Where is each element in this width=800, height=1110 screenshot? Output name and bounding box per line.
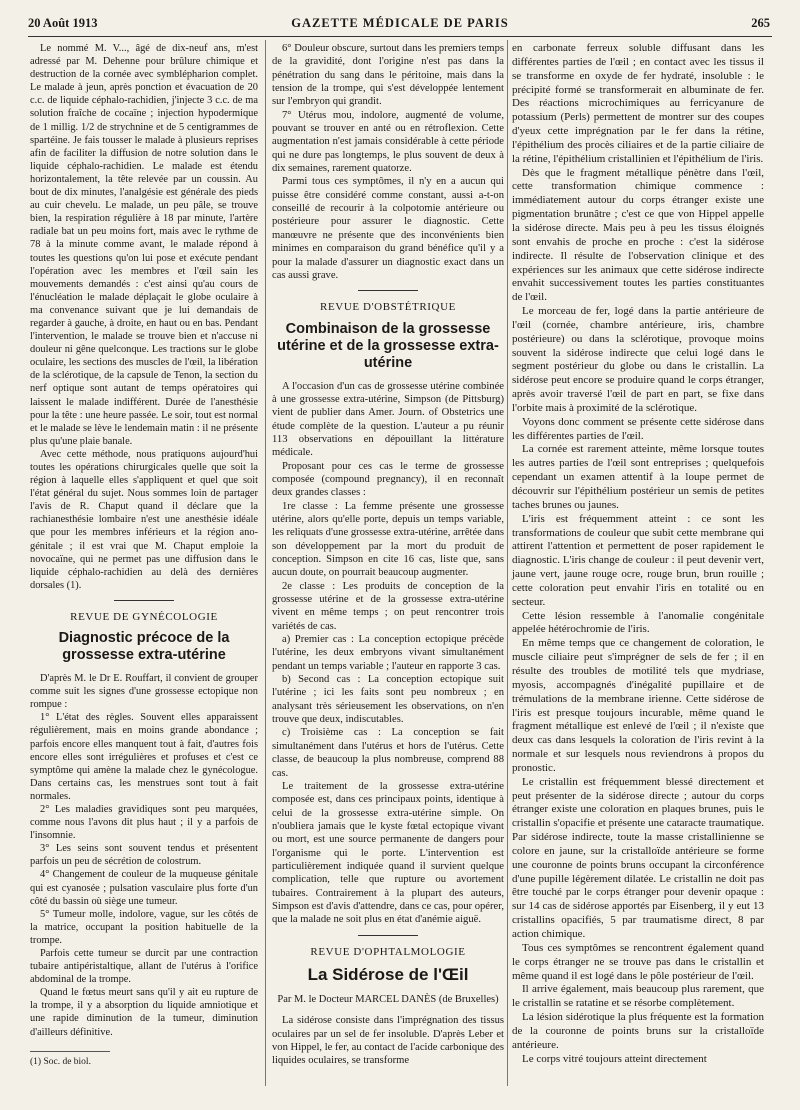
footnote: (1) Soc. de biol. [30, 1051, 110, 1069]
body-paragraph: 4° Changement de couleur de la muqueuse génitale qui est cyanosée ; pulsation vasculaire plus forte d'un côté du bassin où siège une tumeur. [30, 869, 258, 907]
body-paragraph: Quand le fœtus meurt sans qu'il y ait eu rupture de la trompe, il y a absorption du liquide amniotique et une rapide diminution de la tumeur, diminution d'ailleurs définitive. [30, 987, 258, 1038]
section-heading: REVUE D'OPHTALMOLOGIE [310, 945, 466, 958]
issue-date: 20 Août 1913 [28, 16, 98, 30]
body-paragraph: Le corps vitré toujours atteint directement [522, 1052, 707, 1065]
body-paragraph: Le traitement de la grossesse extra-utérine composée est, dans ces principaux points, identique à celui de la grossesse extra-utérine simple. On n'oubliera jamais que le kyste fœtal ectopique vivant ou mort, est une source permanente de dangers pour l'organisme qui le porte. L'intervention est particulièrement indiquée quand il survient quelque complication, telle que rupture ou avortement tubaires. Contrairement à la plupart des auteurs, Simpson est d'avis d'attendre, dans ce cas, pour opérer, que la malade ne soit plus en état d'anémie aiguë. [272, 780, 504, 926]
body-paragraph: Proposant pour ces cas le terme de grossesse composée (compound pregnancy), il en reconnaît deux grandes classes : [272, 460, 504, 499]
body-paragraph: La sidérose consiste dans l'imprégnation des tissus oculaires par un sel de fer insoluble. D'après Leber et von Hippel, le fer, au contact de l'acide carbonique des liquides oculaires, se transforme [272, 1015, 504, 1067]
body-paragraph: Dès que le fragment métallique pénètre dans l'œil, cette transformation chimique commence : immédiatement autour du corps étranger existe une pigmentation brunâtre ; c'est ce que von Hippel appelle la sidérose directe. Mais peu à peu les tissus éloignés sont envahis de proche en proche : c'est la sidérose indirecte. Il résulte de l'observation clinique et des expériences sur les animaux que cette sidérose indirecte envahit successivement toutes les parties constituantes de l'œil. [512, 166, 764, 304]
body-paragraph: Avec cette méthode, nous pratiquons aujourd'hui toutes les opérations chirurgicales quelle que soit la région à laquelle elles s'appliquent et quel que soit l'état général du sujet. Nous sommes loin de partager l'avis de R. Chaput quand il déclare que la rachianesthésie lombaire n'est une anesthésie idéale que pour les membres inférieurs et la région ano-génitale ; il est vrai que M. Chaput emploie la novocaïne, qui ne permet pas une diffusion dans le liquide céphalo-rachidien au delà des dernières dorsales (1). [30, 448, 258, 591]
body-paragraph: Le morceau de fer, logé dans la partie antérieure de l'œil (cornée, chambre antérieure, iris, chambre postérieure) ou dans la sclérotique, provoque moins souvent la sidérose indirecte que celui logé dans le segment postérieur du globe ou dans le cristallin. La sidérose peut encore se produire quand le corps étranger, après avoir traversé l'œil de part en part, se fixe dans l'orbite mais à proximité de la sclérotique. [512, 305, 764, 414]
body-paragraph: Tous ces symptômes se rencontrent également quand le corps étranger ne se trouve pas dans le cristallin et même quand il est logé dans le pôle postérieur de l'œil. [512, 941, 764, 982]
body-paragraph: Cette lésion ressemble à l'anomalie congénitale appelée hétérochromie de l'iris. [512, 609, 764, 636]
byline: Par M. le Docteur MARCEL DANÈS (de Bruxelles) [277, 993, 499, 1005]
body-paragraph: b) Second cas : La conception ectopique suit l'utérine ; ici les faits sont peu nombreux ; en analysant très sérieusement les observations, on n'en trouve que deux, indiscutables. [272, 674, 504, 726]
journal-title: GAZETTE MÉDICALE DE PARIS [291, 16, 509, 30]
body-paragraph: Voyons donc comment se présente cette sidérose dans les différentes parties de l'œil. [512, 415, 764, 442]
body-paragraph: D'après M. le Dr E. Rouffart, il convient de grouper comme suit les signes d'une grossesse ectopique non rompue : [30, 673, 258, 711]
page-header [28, 12, 772, 37]
page-number: 265 [751, 16, 770, 30]
column-divider [507, 40, 508, 1086]
body-paragraph: 1re classe : La femme présente une grossesse utérine, alors qu'elle porte, depuis un temps variable, les reliquats d'une grossesse extra-utérine, arrêtée dans son développement par la mort du produit de conception. Simpson en cite 16 cas, liste que, sans aucun doute, on pourrait beaucoup augmenter. [272, 500, 504, 579]
section-divider [358, 935, 418, 936]
section-divider [358, 290, 418, 291]
body-paragraph: La lésion sidérotique la plus fréquente est la formation de la couronne de points bruns sur la cristalloïde antérieure. [512, 1011, 764, 1051]
body-paragraph: Il arrive également, mais beaucoup plus rarement, que le cristallin se ratatine et se résorbe complètement. [512, 983, 764, 1010]
body-paragraph: En même temps que ce changement de coloration, le muscle ciliaire peut s'imprégner de sels de fer ; il en résulte des troubles de motilité tels que mydriase, myosis, accompagnés d'inégalité pupillaire et de trémulations de la membrane irienne. Cette sidérose de l'iris est presque toujours incurable, même quand le fragment métallique est enlevé de l'œil ; il n'existe que deux cas dans lesquels la coloration de l'iris revint à la normale et sur lesquels nous reviendrons à propos du pronostic. [512, 637, 764, 774]
column-3 [512, 42, 764, 1066]
body-paragraph: en carbonate ferreux soluble diffusant dans les différentes parties de l'œil ; en contact avec les tissus il se transforme en oxyde de fer hydraté, insoluble : le précipité formé se transformerait en albuminate de fer. Des réactions microchimiques au ferricyanure de potassium (Perls) permettent de montrer sur des coupes d'yeux cette imprégnation par le fer dans la rétine, l'épithélium des procès ciliaires et de la partie ciliaire de la rétine, l'épithélium cristallinien et l'épithélium de l'iris. [512, 42, 764, 165]
section-heading: REVUE D'OBSTÉTRIQUE [320, 301, 456, 314]
body-paragraph: 7° Utérus mou, indolore, augmenté de volume, pouvant se trouver en anté ou en rétroflexion. Cette augmentation n'est jamais considérable à cette période qui ne dure pas longtemps, le plus souvent de deux à dix semaines, rarement quatorze. [272, 109, 504, 175]
body-paragraph: Parfois cette tumeur se durcit par une contraction tubaire antipéristaltique, allant de l'utérus à l'orifice abdominal de la trompe. [30, 948, 258, 986]
body-paragraph: 6° Douleur obscure, surtout dans les premiers temps de la gravidité, dont l'origine n'est pas dans la pénétration du sang dans le péritoine, mais dans la tension de la trompe, qui s'est développée lentement sur l'embryon qui grandit. [272, 43, 504, 108]
section-heading: REVUE DE GYNÉCOLOGIE [70, 610, 218, 623]
body-paragraph: Parmi tous ces symptômes, il n'y en a aucun qui puisse être considéré comme constant, aussi a-t-on conseillé de recourir à la colpotomie antérieure ou postérieure pour assurer le diagnostic. Cette manœuvre ne présente que des inconvénients bien minimes en comparaison du grand bénéfice qu'il y a pour la malade d'assurer un diagnostic exact dans un cas aussi grave. [272, 176, 504, 281]
body-paragraph: 2e classe : Les produits de conception de la grossesse utérine et de la grossesse extra-utérine vivent en même temps ; on peut rencontrer trois variétés de cas. [272, 580, 504, 632]
body-paragraph: Le nommé M. V..., âgé de dix-neuf ans, m'est adressé par M. Dehenne pour brûlure chimique et destruction de la cornée avec symblépharion complet. Le malade à jeun, après ponction et évacuation de 20 c.c. de liquide céphalo-rachidien, j'injecte 3 c.c. de ma solution fraîche de cocaïne ; injection hypodermique de 1 millig. 1/2 de strychnine et de 5 centigrammes de spartéine. Je fais tousser le malade à plusieurs reprises afin de faciliter la diffusion de notre solution dans le liquide céphalo-rachidien. Le malade est étendu horizontalement, la tête relevée par un coussin. Au bout de dix minutes, l'analgésie est générale des pieds au cuir chevelu. Le malade, un peu pâle, se trouve bien, la respiration régulière à 18 par minute, l'artère radiale bat un peu moins fort, mais avec le rythme de 78 à la minute comme avant, le malade répond à toutes les questions qu'on lui pose et exécute pendant l'opération avec les membres et l'œil sain les mouvements demandés : c'est ainsi qu'au cours de l'énucléation le malade déplaçait le globe oculaire à ma convenance suivant que je lui demandais de regarder à gauche, à droite, en haut ou en bas. Pendant l'intervention, le malade se trouve bien et n'accuse ni douleur ni gêne quelconque. Les tractions sur le globe oculaire, les sections des muscles de l'œil, la libération de la sclérotique, de la capsule de Tenon, la section du nerf optique sont autant de temps opératoires qui laissent le malade indifférent. Durée de l'anesthésie pour la tête : une heure passée. Le soir, tout est normal et le malade se lève le lendemain matin : il ne présente plus qu'une plaie banale. [30, 43, 258, 447]
column-1 [30, 42, 258, 1069]
body-paragraph: a) Premier cas : La conception ectopique précède l'utérine, les deux embryons vivant simultanément pendant un temps variable ; l'auteur en rapporte 3 cas. [272, 634, 504, 672]
body-paragraph: Le cristallin est fréquemment blessé directement et peut présenter de la sidérose directe ; autour du corps étranger existe une coloration en plaques brunes, puis le cristallin s'opacifie et présente une cataracte traumatique. Par sidérose indirecte, toute la masse cristallinienne se colore en jaune, sur la cristalloïde antérieure se forme une couronne de points bruns occupant la circonférence d'une pupille légèrement dilatée. Le cristallin ne doit pas être touché par le corps étranger pour devenir opaque : sur 14 cas de sidérose apportés par Eisenberg, il y eut 13 cristallins opacifiés, 5 par traumatisme direct, 8 par action chimique. [512, 775, 764, 940]
body-paragraph: La cornée est rarement atteinte, même lorsque toutes les autres parties de l'œil sont entreprises ; quelquefois cependant un examen attentif à la loupe permet de découvrir sur l'épithélium postérieur un semis de petites taches brunes ou jaunes. [512, 443, 764, 511]
body-paragraph: 2° Les maladies gravidiques sont peu marquées, comme nous l'avons dit plus haut ; il y a parfois de l'insomnie. [30, 803, 258, 842]
section-divider [114, 600, 174, 601]
article-title: Combinaison de la grossesse utérine et de la grossesse extra-utérine [277, 320, 499, 371]
article-title: Diagnostic précoce de la grossesse extra-utérine [58, 630, 230, 664]
body-paragraph: 1° L'état des règles. Souvent elles apparaissent régulièrement, mais en moins grande abondance ; parfois encore elles manquent tout à fait, d'autres fois encore elles sont irrégulières et profuses et c'est ce symptôme qui amène la malade chez le gynécologue. Dans certains cas, les menstrues sont tout à fait normales. [30, 712, 258, 802]
body-paragraph: A l'occasion d'un cas de grossesse utérine combinée à une grossesse extra-utérine, Simpson (de Pittsburg) vient de publier dans Amer. Journ. of Obstetrics une étude complète de la question. L'auteur a pu réunir 113 observations en dépouillant la littérature médicale. [272, 380, 504, 459]
body-paragraph: L'iris est fréquemment atteint : ce sont les transformations de couleur que subit cette membrane qui attirent l'attention et permettent de poser rapidement le diagnostic. L'iris change de couleur : il peut devenir vert, jaune vert, jaune rouge ocre, rouge brun, brun rouille ; cette coloration peut envahir l'iris en totalité ou en secteur. [512, 512, 764, 608]
body-paragraph: 3° Les seins sont souvent tendus et présentent parfois un peu de sécrétion de colostrum. [30, 843, 258, 868]
article-title: La Sidérose de l'Œil [307, 964, 469, 984]
column-divider [265, 40, 266, 1086]
body-paragraph: c) Troisième cas : La conception se fait simultanément dans l'utérus et hors de l'utérus. Cette classe, de beaucoup la plus nombreuse, comprend 88 cas. [272, 727, 504, 779]
body-paragraph: 5° Tumeur molle, indolore, vague, sur les côtés de la matrice, occupant la position habituelle de la trompe. [30, 908, 258, 946]
column-2 [272, 42, 504, 1068]
